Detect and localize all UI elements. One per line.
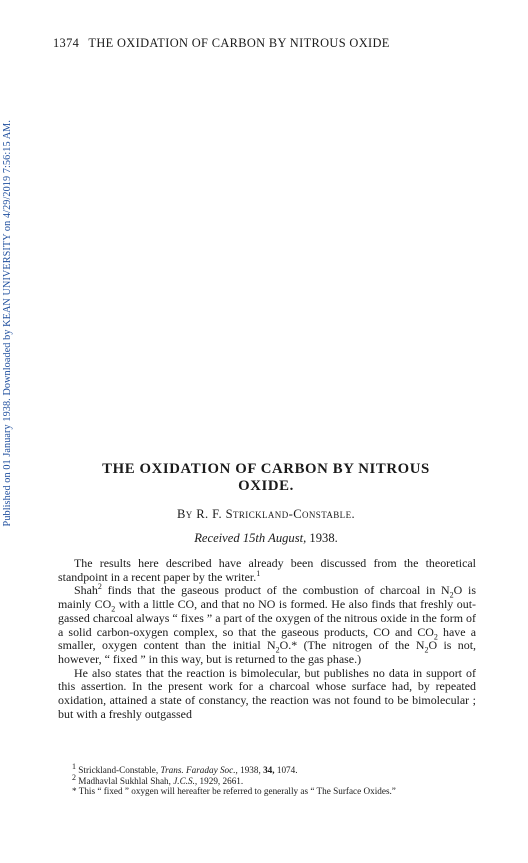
paragraph-2-text-b: finds that the gaseous product of the combustion of charcoal in N <box>101 583 450 598</box>
footnote-1-journal: Trans. Faraday Soc., <box>160 765 238 775</box>
received-label: Received <box>194 531 240 545</box>
received-day-month: 15th August, <box>242 531 307 545</box>
download-watermark-text: Published on 01 January 1938. Downloaded by KEAN UNIVERSITY on 4/29/2019 7:56:15 AM. <box>2 120 13 527</box>
paragraph-1 <box>58 557 476 584</box>
subscript: 2 <box>111 604 116 614</box>
footnote-1-year: 1938, <box>237 765 264 775</box>
paragraph-2-text-f: O.* (The nitrogen of the N <box>279 638 425 653</box>
article-title-line-1: THE OXIDATION OF CARBON BY NITROUS <box>102 461 430 477</box>
received-date <box>66 531 466 546</box>
byline <box>66 507 466 522</box>
running-title: THE OXIDATION OF CARBON BY NITROUS OXIDE <box>88 36 390 50</box>
footnotes <box>58 761 476 797</box>
footnote-2-mark: 2 <box>72 772 76 782</box>
footnote-1-mark: 1 <box>72 761 76 771</box>
subscript: 2 <box>424 645 429 655</box>
reference-1: 1 <box>256 568 261 578</box>
download-watermark <box>2 120 13 526</box>
paragraph-2 <box>58 584 476 666</box>
paragraph-2-text-c: O is mainly CO <box>58 583 476 612</box>
footnote-2-rest: 1929, 2661. <box>197 775 244 786</box>
subscript: 2 <box>275 645 280 655</box>
footnote-1 <box>58 761 476 776</box>
footnote-1-authors: Strickland-Constable, <box>76 765 161 775</box>
paragraph-3: He also states that the reaction is bimolecular, but publishes no data in support of this assertion. In the present work for a charcoal whose surface had, by repeated oxidation, attained a state of constancy, the reaction was not found to be bimolecular ; but with a freshly outgassed <box>58 665 476 721</box>
paragraph-2-text-a: Shah <box>74 583 98 598</box>
footnote-2-author: Madhavlal Sukhlal Shah, <box>76 775 174 786</box>
paragraph-2-text-d: with a little CO, and that no NO is formed. He also finds that freshly out-gassed charcoal always “ fixes ” a part of the oxygen of the nitrous oxide in the form of a solid carbon-oxygen complex, so that the gaseous products, CO and CO <box>58 597 476 639</box>
footnote-3: * This “ fixed ” oxygen will hereafter be referred to generally as “ The Surface Oxides.” <box>72 786 396 797</box>
page-number: 1374 <box>53 36 80 50</box>
article-title <box>66 461 466 495</box>
article-body <box>58 557 476 721</box>
running-head <box>53 36 473 51</box>
footnote-1-volume: 34, <box>263 765 275 775</box>
reference-2: 2 <box>97 582 102 592</box>
paragraph-2-text-e: have a smaller, oxygen content than the initial N <box>58 624 476 653</box>
received-year: 1938. <box>309 531 338 545</box>
paragraph-1-text: The results here described have already been discussed from the theoretical standpoint in a recent paper by the writer. <box>58 556 476 584</box>
subscript: 2 <box>433 631 438 641</box>
footnote-2-journal: J.C.S., <box>173 775 198 786</box>
byline-by: By <box>176 507 193 521</box>
footnote-1-page: 1074. <box>274 765 298 775</box>
subscript: 2 <box>449 590 454 600</box>
article-title-line-2: OXIDE. <box>238 478 294 494</box>
footnote-2 <box>58 772 476 787</box>
author-name: R. F. Strickland-Constable. <box>196 507 356 521</box>
paragraph-2-text-g: O is not, however, “ fixed ” in this way, but is returned to the gas phase.) <box>58 638 476 666</box>
